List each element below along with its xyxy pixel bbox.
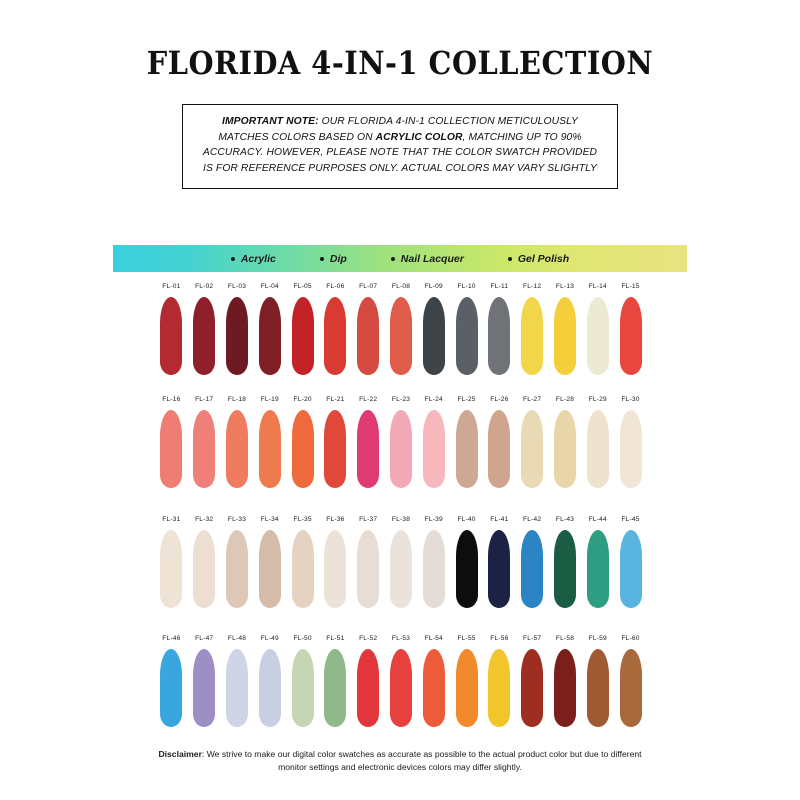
nail-swatch[interactable] [292,649,314,727]
swatch-item[interactable] [352,649,385,727]
swatch-item[interactable] [188,297,221,375]
swatch-item[interactable] [516,410,549,488]
swatch-code-label: FL-33 [227,516,247,523]
nail-swatch[interactable] [620,410,642,488]
nail-swatch[interactable] [554,649,576,727]
swatch-code-label: FL-59 [588,635,607,642]
swatch-code-label: FL-03 [227,283,247,290]
swatch-code-label: FL-38 [391,516,411,523]
swatch-item[interactable] [188,410,221,488]
swatch-code-label: FL-52 [359,635,378,642]
swatch-row [155,283,647,379]
nail-swatch[interactable] [390,410,412,488]
legend-label: Nail Lacquer [400,252,464,265]
swatch-code-label: FL-37 [359,516,378,523]
swatch-item[interactable] [352,410,385,488]
swatch-item[interactable] [581,649,614,727]
nail-swatch[interactable] [160,649,182,727]
swatch-code-label: FL-49 [260,635,279,642]
legend-label: Dip [329,252,347,265]
swatch-item[interactable] [155,530,188,608]
swatch-color-row [155,530,647,612]
swatch-item[interactable] [614,297,647,375]
swatch-row [155,516,647,612]
nail-swatch[interactable] [456,297,478,375]
swatch-code-label: FL-24 [424,396,443,403]
nail-swatch[interactable] [357,649,379,727]
swatch-item[interactable] [155,410,188,488]
nail-swatch[interactable] [587,530,609,608]
swatch-item[interactable] [549,649,582,727]
nail-swatch[interactable] [423,530,445,608]
swatch-item[interactable] [385,649,418,727]
nail-swatch[interactable] [259,649,281,727]
nail-swatch[interactable] [587,649,609,727]
legend-item-dip [320,253,347,265]
swatch-item[interactable] [319,297,352,375]
nail-swatch[interactable] [226,649,248,727]
swatch-code-label: FL-44 [588,516,607,523]
swatch-item[interactable] [385,297,418,375]
swatch-code-label: FL-39 [424,516,443,523]
disclaimer-lead: Disclaimer [158,749,202,759]
swatch-item[interactable] [516,530,549,608]
swatch-item[interactable] [253,649,286,727]
swatch-code-label: FL-41 [490,516,509,523]
nail-swatch[interactable] [488,297,510,375]
swatch-code-label: FL-42 [523,516,542,523]
swatch-item[interactable] [614,649,647,727]
swatch-code-label: FL-46 [162,635,181,642]
nail-swatch[interactable] [390,297,412,375]
nail-swatch[interactable] [488,530,510,608]
swatch-code-label: FL-23 [391,396,411,403]
swatch-code-label: FL-58 [555,635,575,642]
nail-swatch[interactable] [587,297,609,375]
nail-swatch[interactable] [620,530,642,608]
swatch-code-label: FL-30 [621,396,640,403]
swatch-code-label: FL-02 [195,283,214,290]
nail-swatch[interactable] [488,649,510,727]
swatch-code-label: FL-35 [293,516,312,523]
nail-swatch[interactable] [160,297,182,375]
swatch-code-label: FL-16 [162,396,181,403]
swatch-item[interactable] [549,530,582,608]
nail-swatch[interactable] [160,410,182,488]
swatch-item[interactable] [155,649,188,727]
swatch-item[interactable] [221,297,254,375]
nail-swatch[interactable] [193,297,215,375]
swatch-item[interactable] [286,649,319,727]
swatch-code-label: FL-40 [457,516,476,523]
nail-swatch[interactable] [456,530,478,608]
nail-swatch[interactable] [521,530,543,608]
swatch-code-label: FL-15 [621,283,640,290]
swatch-code-label: FL-27 [523,396,542,403]
swatch-item[interactable] [450,649,483,727]
swatch-item[interactable] [483,649,516,727]
swatch-item[interactable] [483,297,516,375]
nail-swatch[interactable] [292,297,314,375]
swatch-item[interactable] [155,297,188,375]
swatch-item[interactable] [450,410,483,488]
swatch-code-label: FL-06 [326,283,345,290]
nail-swatch[interactable] [193,530,215,608]
nail-swatch[interactable] [488,410,510,488]
swatch-row [155,635,647,731]
nail-swatch[interactable] [292,410,314,488]
nail-swatch[interactable] [390,530,412,608]
swatch-item[interactable] [319,410,352,488]
swatch-item[interactable] [614,410,647,488]
swatch-item[interactable] [286,410,319,488]
nail-swatch[interactable] [423,297,445,375]
swatch-code-label: FL-43 [555,516,575,523]
swatch-item[interactable] [614,530,647,608]
swatch-code-label: FL-45 [621,516,640,523]
swatch-code-label: FL-32 [195,516,214,523]
swatch-row [155,396,647,492]
nail-swatch[interactable] [456,649,478,727]
swatch-code-label: FL-17 [195,396,214,403]
legend-label: Acrylic [240,252,276,265]
swatch-color-row [155,649,647,731]
note-emphasis: ACRYLIC COLOR [375,131,463,143]
swatch-item[interactable] [253,410,286,488]
nail-swatch[interactable] [357,530,379,608]
swatch-item[interactable] [516,649,549,727]
swatch-code-row [155,396,647,410]
nail-swatch[interactable] [259,297,281,375]
nail-swatch[interactable] [554,297,576,375]
swatch-item[interactable] [319,530,352,608]
bullet-dot-icon [320,257,324,261]
nail-swatch[interactable] [521,649,543,727]
bullet-dot-icon [391,257,395,261]
swatch-code-label: FL-11 [490,283,509,290]
disclaimer-text: : We strive to make our digital color swatches as accurate as possible to the actual product color but due to different monitor settings and electronic devices colors may differ slightly. [201,749,642,773]
nail-swatch[interactable] [226,297,248,375]
swatch-item[interactable] [450,297,483,375]
swatch-code-label: FL-54 [424,635,443,642]
swatch-item[interactable] [253,297,286,375]
swatch-code-label: FL-09 [424,283,443,290]
swatch-code-row [155,516,647,530]
swatch-code-row [155,635,647,649]
nail-swatch[interactable] [357,410,379,488]
page-title: FLORIDA 4-IN-1 COLLECTION [146,44,654,82]
swatch-code-label: FL-12 [523,283,542,290]
nail-swatch[interactable] [193,649,215,727]
nail-swatch[interactable] [226,530,248,608]
nail-swatch[interactable] [390,649,412,727]
swatch-code-row [155,283,647,297]
nail-swatch[interactable] [620,649,642,727]
swatch-item[interactable] [483,410,516,488]
nail-swatch[interactable] [554,530,576,608]
swatch-code-label: FL-47 [195,635,214,642]
nail-swatch[interactable] [324,649,346,727]
nail-swatch[interactable] [226,410,248,488]
swatch-item[interactable] [221,649,254,727]
swatch-color-row [155,297,647,379]
swatch-item[interactable] [417,649,450,727]
swatch-item[interactable] [253,530,286,608]
swatch-code-label: FL-25 [457,396,476,403]
nail-swatch[interactable] [423,649,445,727]
swatch-item[interactable] [549,297,582,375]
swatch-item[interactable] [221,410,254,488]
nail-swatch[interactable] [587,410,609,488]
legend-item-gel-polish [508,253,569,265]
legend-item-nail-lacquer [391,253,464,265]
swatch-code-label: FL-10 [457,283,476,290]
swatch-item[interactable] [549,410,582,488]
bullet-dot-icon [231,257,235,261]
legend-item-acrylic [231,253,276,265]
nail-swatch[interactable] [193,410,215,488]
nail-swatch[interactable] [357,297,379,375]
swatch-item[interactable] [286,297,319,375]
nail-swatch[interactable] [521,297,543,375]
swatch-code-label: FL-55 [457,635,476,642]
swatch-code-label: FL-20 [293,396,312,403]
swatch-code-label: FL-22 [359,396,378,403]
swatch-item[interactable] [581,410,614,488]
nail-swatch[interactable] [259,410,281,488]
swatch-code-label: FL-53 [391,635,411,642]
swatch-code-label: FL-14 [588,283,607,290]
nail-swatch[interactable] [456,410,478,488]
swatch-item[interactable] [188,530,221,608]
disclaimer [150,748,650,775]
swatch-code-label: FL-07 [359,283,378,290]
swatch-item[interactable] [581,297,614,375]
swatch-item[interactable] [417,297,450,375]
swatch-item[interactable] [319,649,352,727]
swatch-code-label: FL-19 [260,396,279,403]
swatch-code-label: FL-05 [293,283,312,290]
swatch-code-label: FL-18 [227,396,247,403]
note-lead: IMPORTANT NOTE: [222,116,319,127]
swatch-item[interactable] [450,530,483,608]
swatch-code-label: FL-13 [555,283,575,290]
swatch-code-label: FL-29 [588,396,607,403]
swatch-code-label: FL-26 [490,396,509,403]
swatch-code-label: FL-28 [555,396,575,403]
swatch-code-label: FL-56 [490,635,509,642]
nail-swatch[interactable] [554,410,576,488]
legend [113,245,687,272]
swatch-code-label: FL-36 [326,516,345,523]
swatch-item[interactable] [581,530,614,608]
swatch-item[interactable] [417,530,450,608]
important-note-box [182,104,618,189]
nail-swatch[interactable] [292,530,314,608]
nail-swatch[interactable] [259,530,281,608]
nail-swatch[interactable] [620,297,642,375]
legend-label: Gel Polish [517,252,570,265]
swatch-item[interactable] [385,530,418,608]
swatch-code-label: FL-51 [326,635,345,642]
nail-swatch[interactable] [160,530,182,608]
swatch-item[interactable] [385,410,418,488]
nail-swatch[interactable] [324,530,346,608]
swatch-item[interactable] [417,410,450,488]
swatch-code-label: FL-57 [523,635,542,642]
swatch-item[interactable] [483,530,516,608]
swatch-item[interactable] [352,530,385,608]
note-text-2: , MATCHING UP TO 90% ACCURACY. HOWEVER, PLEASE NOTE THAT THE COLOR SWATCH PROVIDED IS FOR REFERENCE PURPOSES ONLY. ACTUAL COLORS MAY VARY SLIGHTLY [202,131,598,174]
nail-swatch[interactable] [324,410,346,488]
swatch-code-label: FL-04 [260,283,279,290]
nail-swatch[interactable] [423,410,445,488]
swatch-code-label: FL-08 [391,283,411,290]
bullet-dot-icon [508,257,512,261]
nail-swatch[interactable] [324,297,346,375]
swatch-color-row [155,410,647,492]
nail-swatch[interactable] [521,410,543,488]
swatch-item[interactable] [516,297,549,375]
swatch-code-label: FL-01 [162,283,181,290]
swatch-item[interactable] [352,297,385,375]
swatch-code-label: FL-60 [621,635,640,642]
swatch-item[interactable] [286,530,319,608]
swatch-code-label: FL-34 [260,516,279,523]
swatch-item[interactable] [221,530,254,608]
swatch-item[interactable] [188,649,221,727]
note-text-1: OUR FLORIDA 4-IN-1 COLLECTION METICULOUSLY MATCHES COLORS BASED ON [218,116,578,143]
swatch-code-label: FL-31 [162,516,181,523]
swatch-code-label: FL-50 [293,635,312,642]
swatch-code-label: FL-21 [326,396,345,403]
swatch-code-label: FL-48 [227,635,247,642]
